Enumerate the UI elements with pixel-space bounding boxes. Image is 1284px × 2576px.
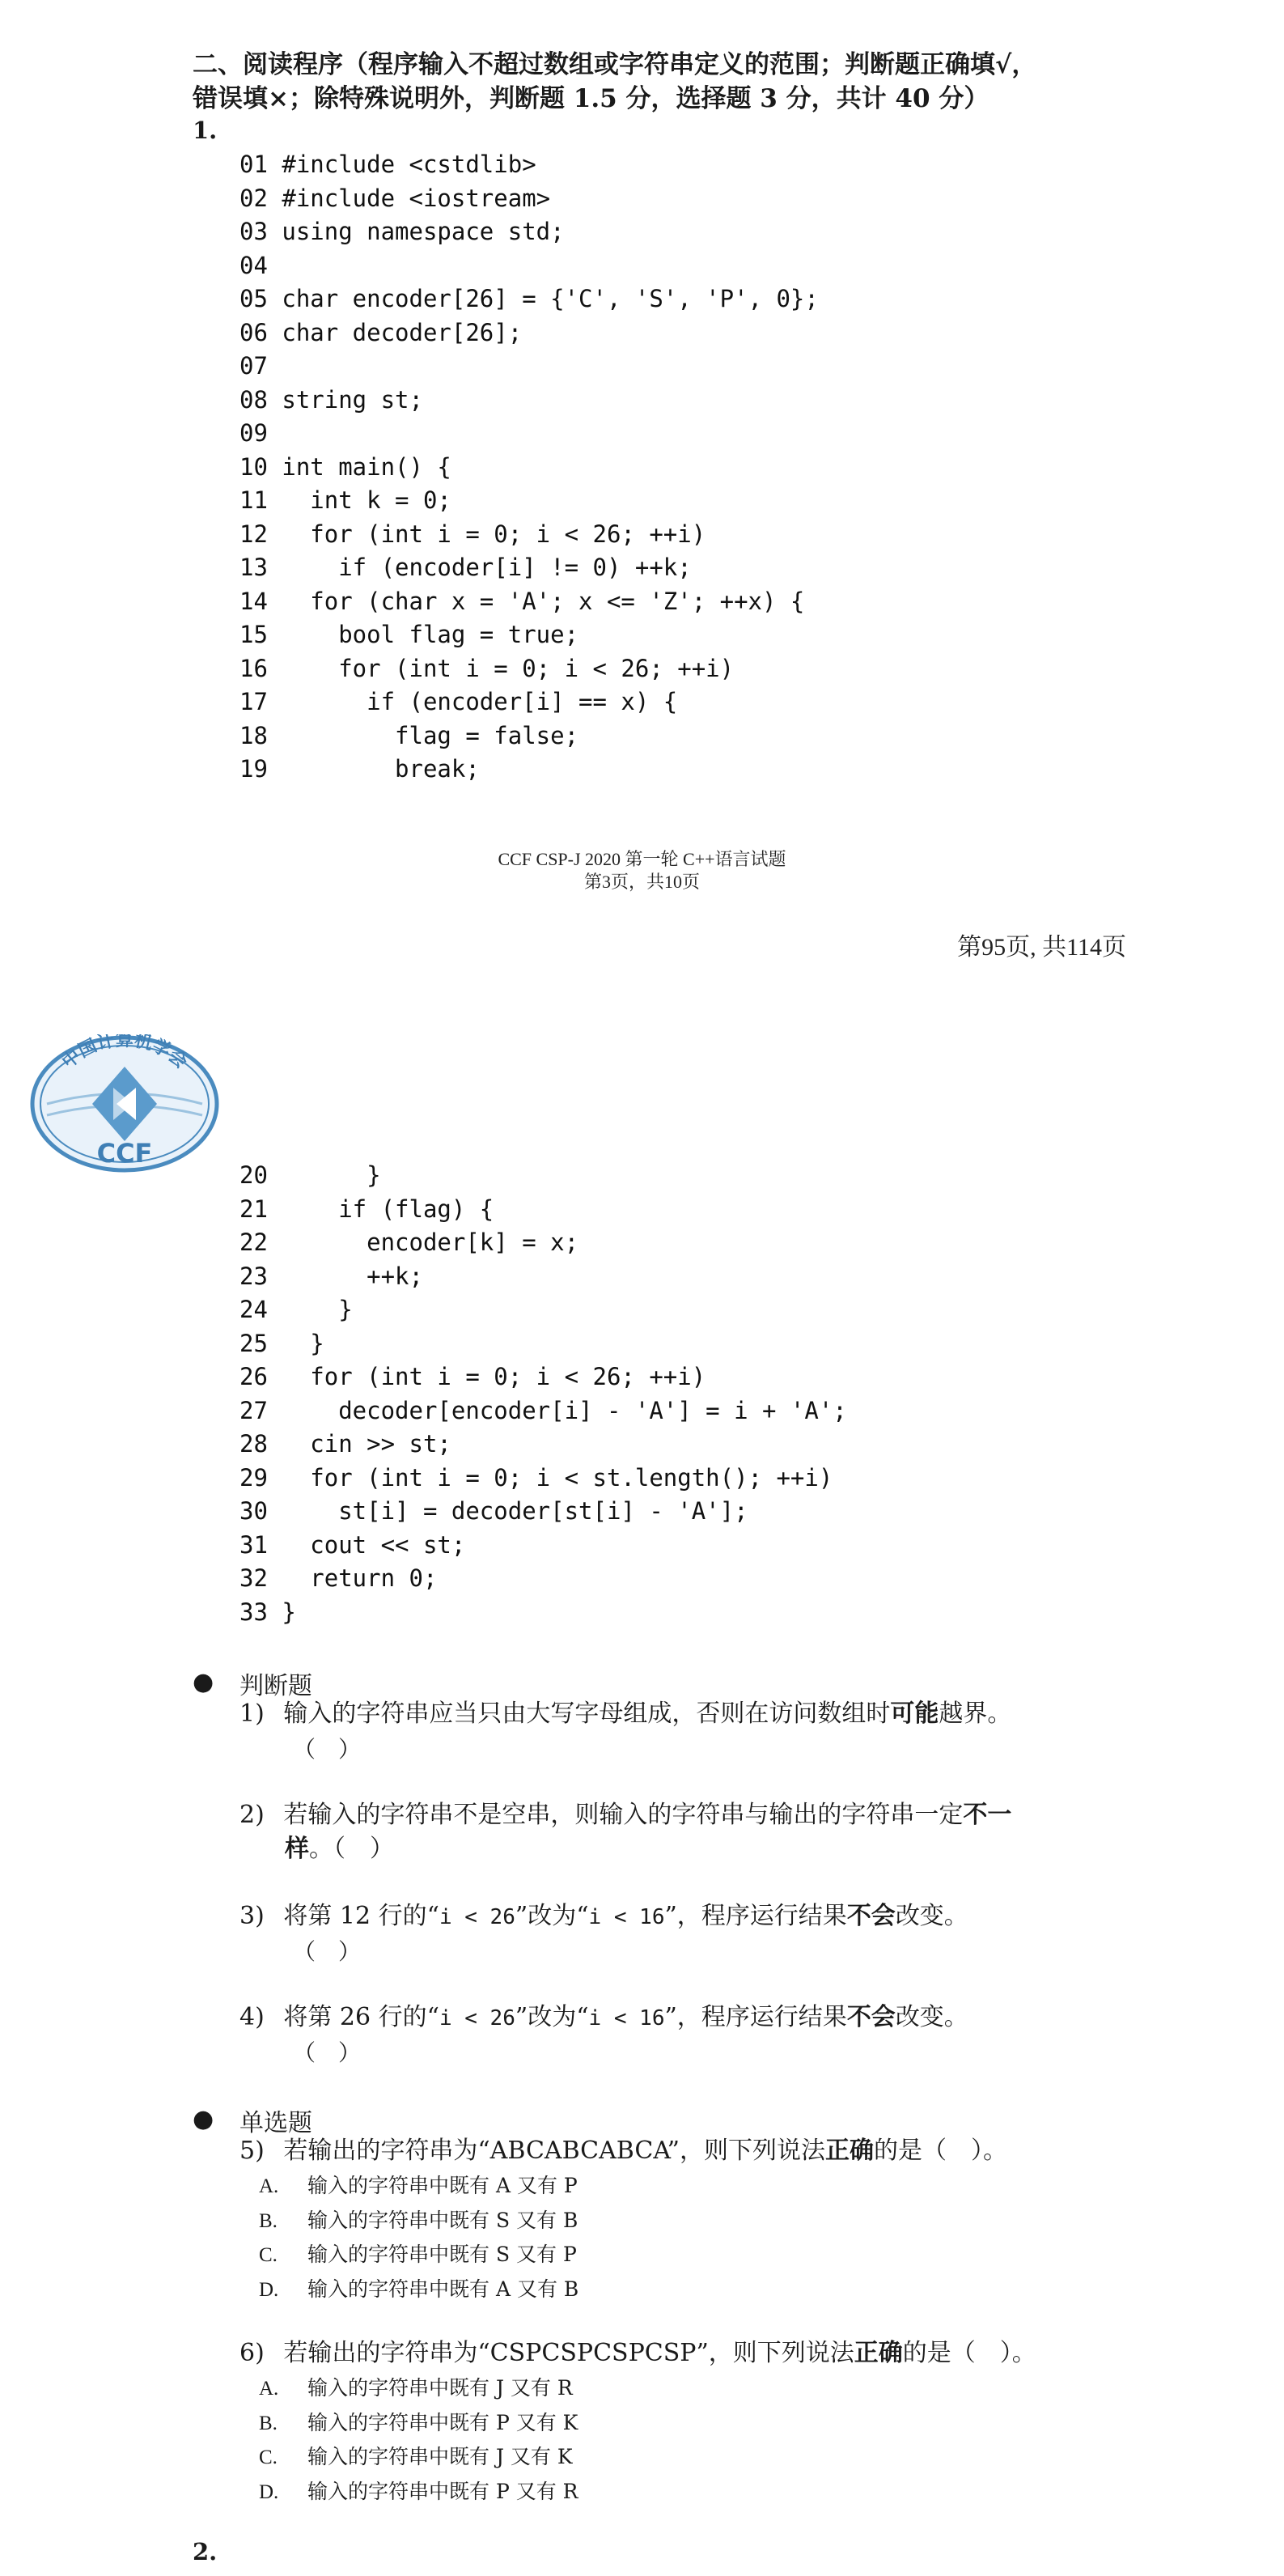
bullet-icon: ● [193, 2105, 214, 2133]
problem-2-number: 2. [193, 2538, 218, 2565]
code-line: 18 flag = false; [239, 721, 579, 749]
code-line: 16 for (int i = 0; i < 26; ++i) [239, 654, 735, 682]
code-line: 19 break; [239, 755, 480, 783]
choice-question-5: 5) 若输出的字符串为“ABCABCABCA”，则下列说法正确的是（ ）。 [239, 2137, 1007, 2165]
answer-blank[interactable]: （ ） [293, 1736, 362, 1763]
option-d[interactable]: D. 输入的字符串中既有 A 又有 B [259, 2277, 579, 2301]
code-line: 01 #include <cstdlib> [239, 151, 536, 178]
judge-heading: 判断题 [239, 1672, 312, 1700]
code-line: 27 decoder[encoder[i] - 'A'] = i + 'A'; [239, 1396, 847, 1424]
code-line: 03 using namespace std; [239, 218, 565, 245]
code-line: 31 cout << st; [239, 1530, 466, 1559]
code-line: 14 for (char x = 'A'; x <= 'Z'; ++x) { [239, 587, 805, 615]
code-line: 30 st[i] = decoder[st[i] - 'A']; [239, 1497, 748, 1525]
code-line: 28 cin >> st; [239, 1430, 451, 1458]
option-a[interactable]: A. 输入的字符串中既有 J 又有 R [259, 2376, 573, 2400]
section-title-line1: 二、阅读程序（程序输入不超过数组或字符串定义的范围；判断题正确填√， [193, 50, 1037, 79]
problem-1-number: 1. [193, 117, 218, 144]
answer-blank[interactable]: （ ） [293, 2039, 362, 2066]
code-line: 23 ++k; [239, 1262, 423, 1290]
option-c[interactable]: C. 输入的字符串中既有 J 又有 K [259, 2445, 573, 2468]
code-block-part1 [239, 148, 819, 787]
section-title-line2: 错误填×；除特殊说明外，判断题 1.5 分，选择题 3 分，共计 40 分） [193, 84, 989, 113]
judge-question-1: 1) 输入的字符串应当只由大写字母组成，否则在访问数组时可能越界。 [239, 1700, 1012, 1728]
choice-question-6: 6) 若输出的字符串为“CSPCSPCSPCSP”，则下列说法正确的是（ ）。 [239, 2339, 1036, 2367]
judge-question-3: 3) 将第 12 行的“i < 26”改为“i < 16”，程序运行结果不会改变。 [239, 1902, 968, 1930]
logo-ccf-text: CCF [96, 1138, 153, 1169]
code-block-part2 [239, 1159, 847, 1629]
code-line: 10 int main() { [239, 452, 451, 481]
answer-blank[interactable]: （ ） [293, 1938, 362, 1965]
code-line: 32 return 0; [239, 1564, 438, 1592]
choice-heading: 单选题 [239, 2109, 312, 2137]
code-line: 11 int k = 0; [239, 486, 451, 514]
question-number: 4) [239, 2003, 265, 2031]
code-line: 05 char encoder[26] = {'C', 'S', 'P', 0}; [239, 285, 819, 312]
option-b[interactable]: B. 输入的字符串中既有 P 又有 K [259, 2410, 578, 2434]
code-line: 12 for (int i = 0; i < 26; ++i) [239, 520, 706, 548]
code-line: 02 #include <iostream> [239, 184, 551, 212]
code-line: 06 char decoder[26]; [239, 318, 523, 346]
question-number: 1) [239, 1700, 265, 1728]
code-line: 15 bool flag = true; [239, 621, 579, 648]
code-line: 22 encoder[k] = x; [239, 1229, 579, 1256]
ccf-logo [29, 1034, 220, 1173]
code-line: 20 } [239, 1161, 381, 1189]
option-d[interactable]: D. 输入的字符串中既有 P 又有 R [259, 2479, 578, 2503]
code-line: 26 for (int i = 0; i < 26; ++i) [239, 1363, 706, 1390]
code-line: 09 [239, 419, 268, 447]
option-c[interactable]: C. 输入的字符串中既有 S 又有 P [259, 2243, 577, 2266]
question-number: 2) [239, 1801, 265, 1829]
code-line: 17 if (encoder[i] == x) { [239, 688, 678, 715]
logo-top-text: 中国计算机学会 [58, 1034, 191, 1073]
option-a[interactable]: A. 输入的字符串中既有 A 又有 P [259, 2174, 578, 2197]
bullet-icon: ● [193, 1668, 214, 1696]
footer-exam-title: CCF CSP-J 2020 第一轮 C++语言试题 [498, 849, 786, 869]
question-number: 5) [239, 2137, 265, 2165]
code-line: 13 if (encoder[i] != 0) ++k; [239, 554, 692, 581]
code-line: 33 } [239, 1598, 296, 1626]
code-line: 04 [239, 251, 268, 279]
judge-question-2: 2) 若输入的字符串不是空串，则输入的字符串与输出的字符串一定不一 [239, 1801, 1012, 1829]
code-line: 24 } [239, 1296, 353, 1323]
code-line: 29 for (int i = 0; i < st.length(); ++i) [239, 1463, 833, 1492]
code-line: 08 string st; [239, 385, 423, 414]
code-line: 21 if (flag) { [239, 1195, 494, 1223]
choice-5-options [259, 2169, 578, 2307]
viewer-page-counter: 第95页, 共114页 [957, 934, 1126, 961]
question-number: 3) [239, 1902, 265, 1930]
choice-6-options [259, 2371, 578, 2509]
judge-question-4: 4) 将第 26 行的“i < 26”改为“i < 16”，程序运行结果不会改变。 [239, 2003, 968, 2031]
judge-question-2-cont: 样。（ ） [285, 1835, 394, 1863]
option-b[interactable]: B. 输入的字符串中既有 S 又有 B [259, 2208, 578, 2232]
footer-page-number: 第3页，共10页 [583, 872, 700, 892]
question-number: 6) [239, 2339, 265, 2367]
code-line: 07 [239, 352, 268, 380]
code-line: 25 } [239, 1329, 324, 1357]
